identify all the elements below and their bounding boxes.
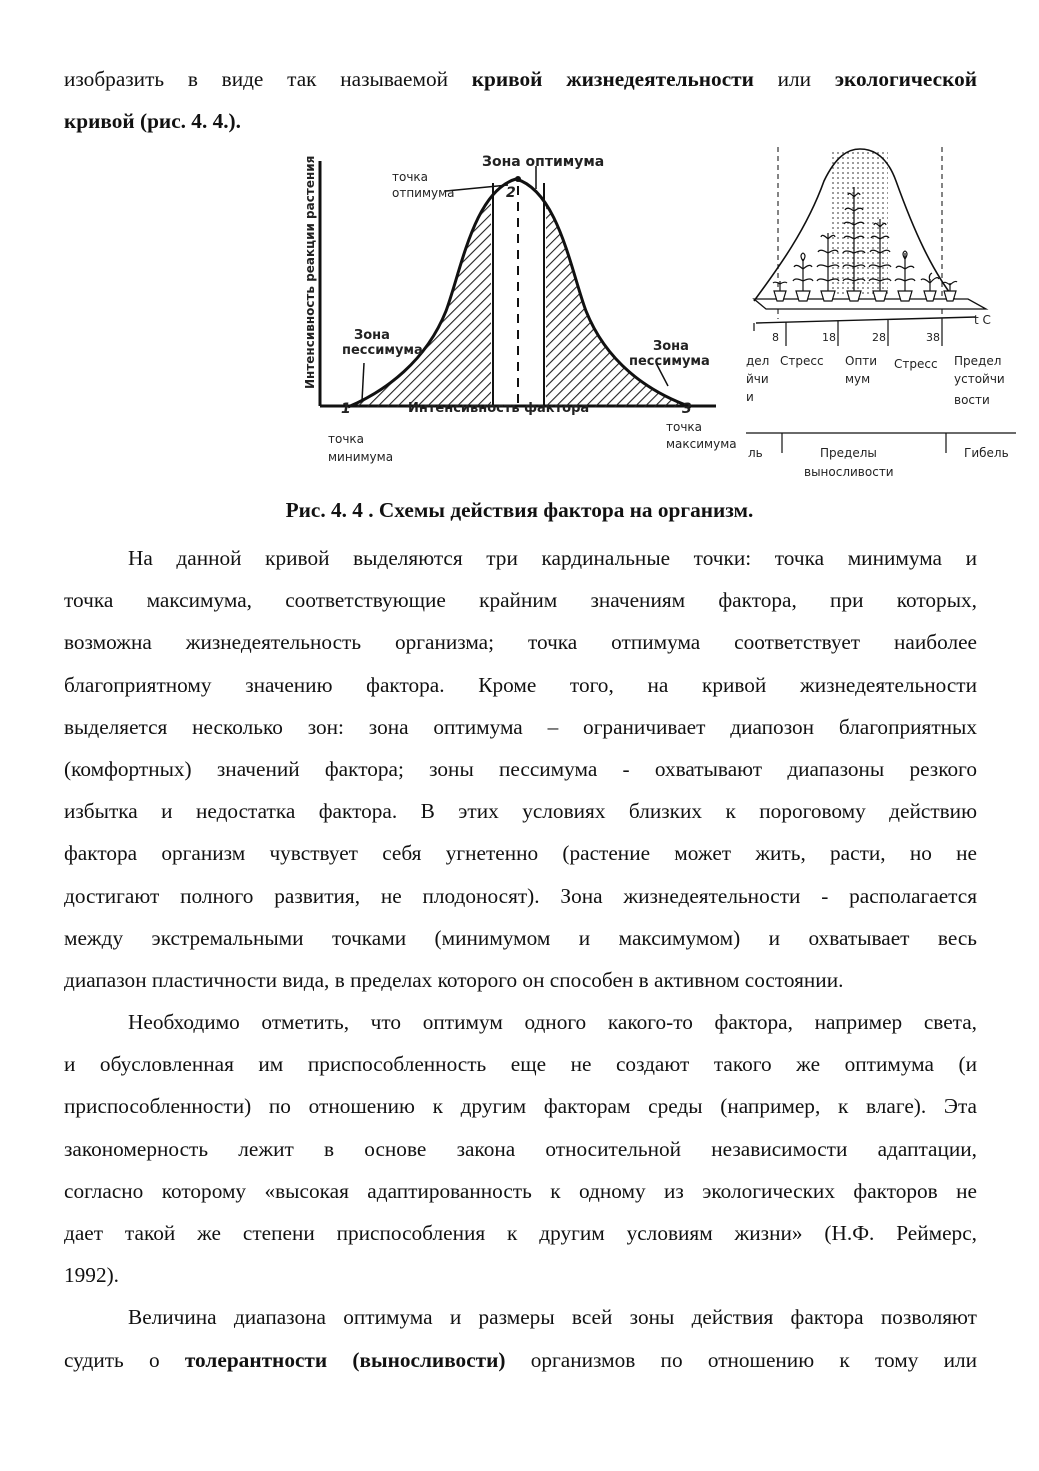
point-maximum-label: максимума [666, 437, 737, 451]
body-text [64, 537, 977, 1381]
point-minimum-label: минимума [328, 450, 394, 464]
plant-temperature-diagram [746, 147, 1016, 479]
intro-text [64, 58, 977, 142]
tick-8: 8 [772, 331, 779, 344]
term-ecological: экологической [834, 67, 977, 91]
tick-28: 28 [872, 331, 886, 344]
intro-line-2: кривой (рис. 4. 4.). [64, 109, 241, 134]
figure-4-4 [296, 141, 1020, 486]
point-optimum-label: отпимума [392, 186, 455, 200]
endurance-limits-label: выносливости [804, 465, 894, 479]
temperature-axis [756, 317, 976, 323]
svg-text:Зона: Зона [653, 339, 689, 354]
term-life-curve: кривой жизнедеятельности [471, 67, 754, 91]
svg-text:йчи: йчи [746, 372, 769, 386]
zone-optimum-label: Зона оптимума [482, 154, 605, 170]
paragraph-2: Необходимо отметить, что оптимум одного какого-то фактора, например света, и обусловленная им приспособленность еще не создают такого же оптимума (и приспособленности) по отношению к другим факторам среды (например, к влаге). Эта закономерность лежит в основе закона относительной независимости адаптации, согласно которому «высокая адаптированность к одному из экологических факторов не дает такой же степени приспособления к другим условиям жизни» (Н.Ф. Реймерс, 1992). [64, 1010, 977, 1288]
intro-line-1: изобразить в виде так называемой кривой жизнедеятельности или экологической [64, 67, 977, 91]
svg-text:Зона: Зона [354, 328, 390, 343]
zone-pessimum-left-label: пессимума [342, 343, 423, 358]
figure-diagrams [296, 141, 1020, 486]
svg-text:Пределы: Пределы [820, 446, 877, 460]
stress-right-label: Стресс [894, 357, 938, 371]
point-3-number: 3 [682, 401, 692, 417]
point-2-number: 2 [506, 185, 516, 201]
limit-left-label: и [746, 390, 754, 404]
svg-text:точка: точка [392, 170, 429, 184]
tick-18: 18 [822, 331, 836, 344]
svg-text:дел: дел [746, 354, 770, 368]
temperature-axis-label: t C [974, 313, 991, 327]
death-left-label: ль [748, 446, 763, 460]
tolerance-curve-diagram [303, 141, 737, 464]
limit-right-label: вости [954, 393, 990, 407]
zone-pessimum-right-label: пессимума [629, 354, 710, 369]
optimum-label: мум [845, 372, 871, 386]
svg-text:Опти: Опти [845, 354, 878, 368]
figure-caption: Рис. 4. 4 . Схемы действия фактора на организм. [285, 498, 754, 522]
svg-text:Предел: Предел [954, 354, 1002, 368]
x-axis-label: Интенсивность фактора [408, 401, 590, 416]
death-right-label: Гибель [964, 446, 1009, 460]
point-1-number: 1 [341, 401, 351, 417]
svg-text:точка: точка [666, 420, 703, 434]
life-curve [348, 179, 691, 407]
paragraph-3: Величина диапазона оптимума и размеры всей зоны действия фактора позволяют судить о толерантности (выносливости) организмов по отношению к тому или [64, 1305, 978, 1372]
paragraph-1: На данной кривой выделяются три кардинальные точки: точка минимума и точка максимума, соответствующие крайним значениям фактора, при которых, возможна жизнедеятельность организма; точка отпимума соответствует наиболее благоприятному значению фактора. Кроме того, на кривой жизнедеятельности выделяется несколько зон: зона оптимума – ограничивает диапозон благоприятных (комфортных) значений фактора; зоны пессимума - охватывают диапазоны резкого избытка и недостатка фактора. В этих условиях близких к пороговому действию фактора организм чувствует себя угнетенно (растение может жить, расти, но не достигают полного развития, не плодоносят). Зона жизнедеятельности - располагается между экстремальными точками (минимумом и максимумом) и охватывает весь диапазон пластичности вида, в пределах которого он способен в активном состоянии. [64, 546, 977, 992]
svg-text:точка: точка [328, 432, 365, 446]
svg-text:устойчи: устойчи [954, 372, 1005, 386]
stress-left-label: Стресс [780, 354, 824, 368]
term-tolerance: толерантности (выносливости) [184, 1347, 506, 1372]
tick-38: 38 [926, 331, 940, 344]
y-axis-label: Интенсивность реакции растения [303, 155, 317, 389]
